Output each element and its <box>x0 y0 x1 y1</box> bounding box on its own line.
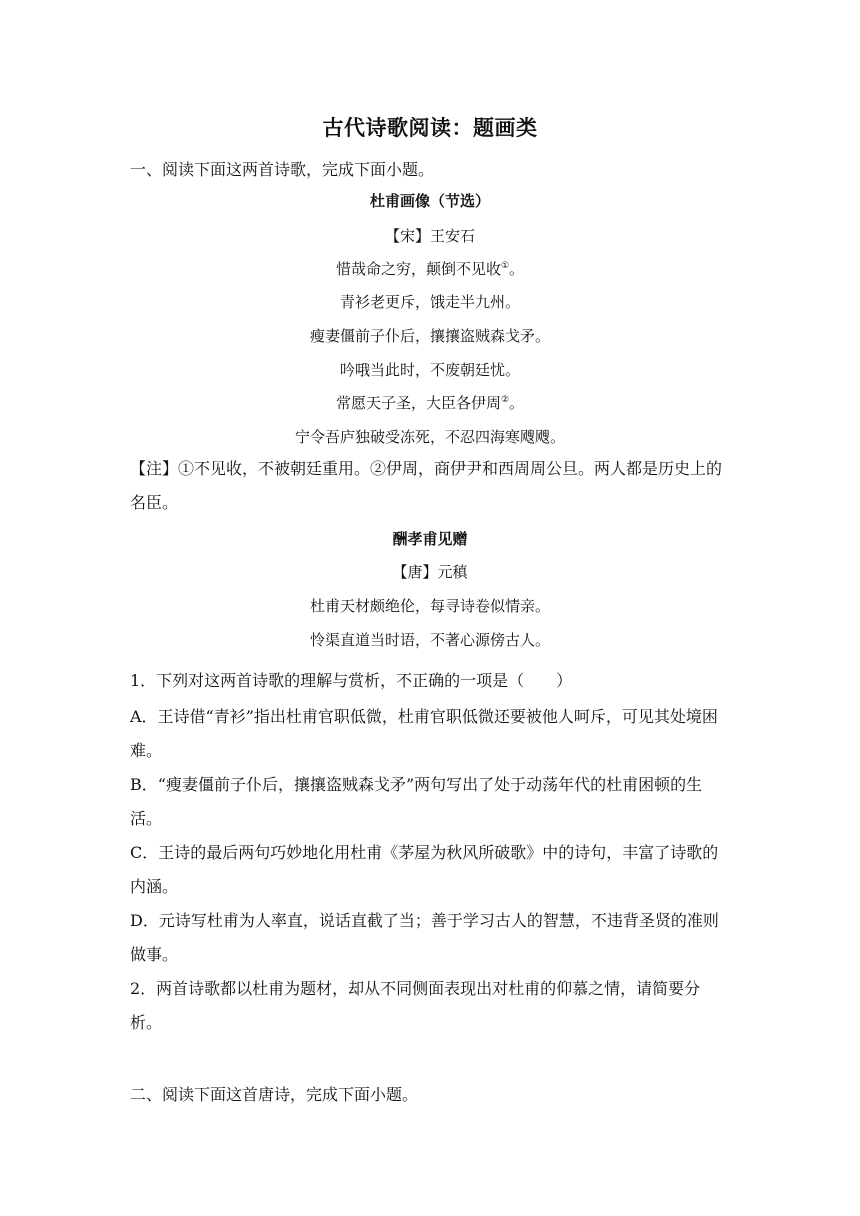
poem2-title: 酬孝甫见赠 <box>392 530 468 548</box>
note-ref-1: ① <box>500 261 510 271</box>
section2-intro: 二、阅读下面这首唐诗，完成下面小题。 <box>130 1085 419 1104</box>
poem2-author: 【唐】元稹 <box>392 563 468 581</box>
section1-intro: 一、阅读下面这两首诗歌，完成下面小题。 <box>130 160 435 179</box>
poem1-line-3: 瘦妻僵前子仆后，攘攘盗贼森戈矛。 <box>309 327 550 345</box>
poem2-line-2: 怜渠直道当时语，不著心源傍古人。 <box>309 631 550 649</box>
question-1-option-d: D．元诗写杜甫为人率直，说话直截了当；善于学习古人的智慧，不违背圣贤的准则做事。 <box>130 911 719 964</box>
question-1-stem: 1．下列对这两首诗歌的理解与赏析，不正确的一项是（ ） <box>130 671 573 690</box>
question-1-option-b: B．“瘦妻僵前子仆后，攘攘盗贼森戈矛”两句写出了处于动荡年代的杜甫困顿的生活。 <box>130 775 703 828</box>
footnote: 【注】①不见收，不被朝廷重用。②伊周，商伊尹和西周周公旦。两人都是历史上的名臣。 <box>130 459 723 512</box>
poem1-line-4: 吟哦当此时，不废朝廷忧。 <box>339 361 520 379</box>
poem1-title: 杜甫画像（节选） <box>369 192 490 210</box>
question-2: 2．两首诗歌都以杜甫为题材，却从不同侧面表现出对杜甫的仰慕之情，请简要分析。 <box>130 979 701 1032</box>
poem1-line-6: 宁令吾庐独破受冻死，不忍四海寒飕飕。 <box>294 428 565 446</box>
poem1-line-1: 惜哉命之穷，颠倒不见收①。 <box>335 260 525 278</box>
poem1-line-5: 常愿天子圣，大臣各伊周②。 <box>335 394 525 412</box>
poem2-line-1: 杜甫天材颇绝伦，每寻诗卷似情亲。 <box>309 597 550 615</box>
poem1-line-2: 青衫老更斥，饿走半九州。 <box>339 293 520 311</box>
question-1-option-a: A．王诗借“青衫”指出杜甫官职低微，杜甫官职低微还要被他人呵斥，可见其处境困难。 <box>130 707 718 760</box>
note-ref-2: ② <box>500 395 510 405</box>
page-title: 古代诗歌阅读：题画类 <box>322 115 538 140</box>
question-1-option-c: C．王诗的最后两句巧妙地化用杜甫《茅屋为秋风所破歌》中的诗句，丰富了诗歌的内涵。 <box>130 843 719 896</box>
poem1-author: 【宋】王安石 <box>384 227 475 245</box>
